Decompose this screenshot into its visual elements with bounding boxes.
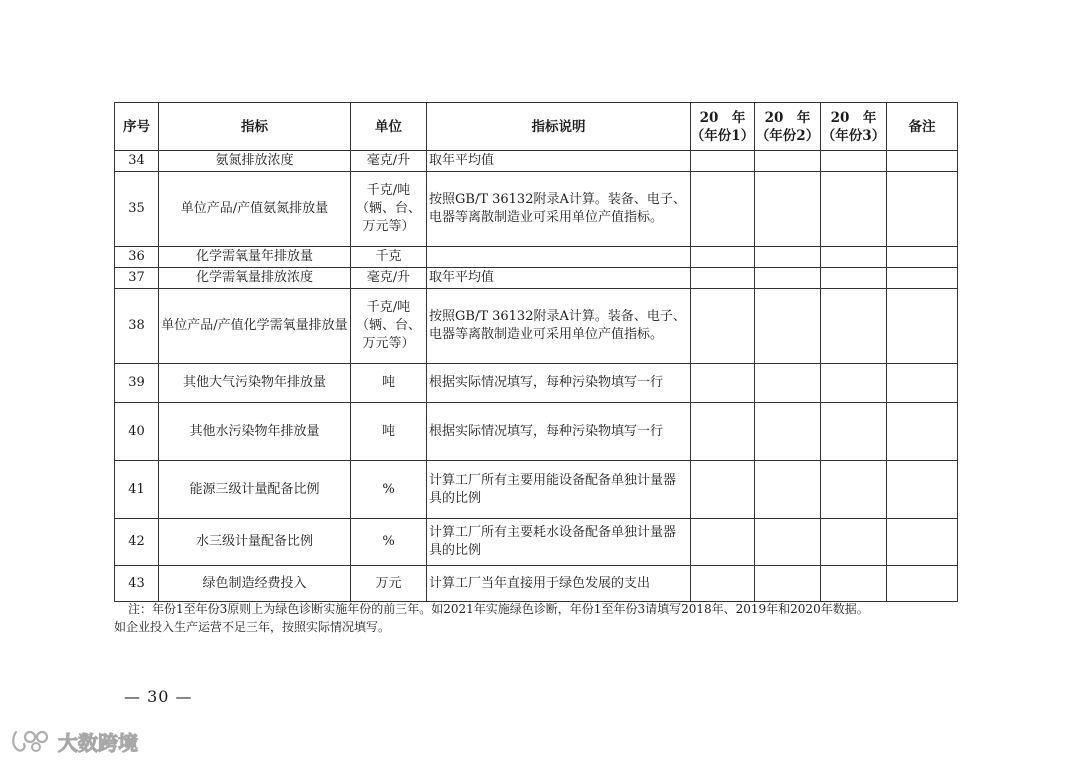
cell-year1 xyxy=(691,566,755,602)
footnote-line-2: 如企业投入生产运营不足三年，按照实际情况填写。 xyxy=(114,620,391,634)
table-row xyxy=(115,519,958,566)
cell-year1 xyxy=(691,364,755,403)
watermark xyxy=(10,726,138,756)
cell-desc: 按照GB/T 36132附录A计算。装备、电子、电器等离散制造业可采用单位产值指标。 xyxy=(427,289,691,364)
header-seq: 序号 xyxy=(115,103,159,151)
table-row xyxy=(115,151,958,172)
indicator-table xyxy=(114,102,958,602)
table-row xyxy=(115,403,958,461)
cell-seq: 37 xyxy=(115,268,159,289)
table-row xyxy=(115,289,958,364)
cell-indicator: 化学需氧量年排放量 xyxy=(159,247,351,268)
cell-unit: 千克 xyxy=(351,247,427,268)
cell-year3 xyxy=(821,364,887,403)
header-indicator: 指标 xyxy=(159,103,351,151)
cell-remark xyxy=(887,172,958,247)
cell-year2 xyxy=(755,289,821,364)
cell-year2 xyxy=(755,364,821,403)
header-year3-bottom: （年份3） xyxy=(821,127,886,144)
table-row xyxy=(115,461,958,519)
cell-remark xyxy=(887,289,958,364)
cell-unit: 吨 xyxy=(351,364,427,403)
cell-year3 xyxy=(821,519,887,566)
cell-remark xyxy=(887,461,958,519)
header-year3 xyxy=(821,103,887,151)
header-unit: 单位 xyxy=(351,103,427,151)
header-remark: 备注 xyxy=(887,103,958,151)
cell-remark xyxy=(887,403,958,461)
cell-desc xyxy=(427,247,691,268)
header-year1 xyxy=(691,103,755,151)
cell-year3 xyxy=(821,151,887,172)
cell-seq: 40 xyxy=(115,403,159,461)
cell-year1 xyxy=(691,247,755,268)
cell-indicator: 能源三级计量配备比例 xyxy=(159,461,351,519)
header-year2 xyxy=(755,103,821,151)
cell-desc: 取年平均值 xyxy=(427,268,691,289)
cell-unit: 毫克/升 xyxy=(351,268,427,289)
cell-seq: 34 xyxy=(115,151,159,172)
brand-logo-icon xyxy=(10,728,54,754)
cell-seq: 42 xyxy=(115,519,159,566)
cell-year2 xyxy=(755,268,821,289)
cell-unit: 毫克/升 xyxy=(351,151,427,172)
cell-year3 xyxy=(821,247,887,268)
header-year1-top: 20 年 xyxy=(699,109,746,126)
cell-unit: 万元 xyxy=(351,566,427,602)
footnote-line-1: 注：年份1至年份3原则上为绿色诊断实施年份的前三年。如2021年实施绿色诊断，年份1至年份3请填写2018年、2019年和2020年数据。 xyxy=(128,602,869,616)
page-number: — 30 — xyxy=(124,687,193,706)
cell-remark xyxy=(887,364,958,403)
cell-year3 xyxy=(821,289,887,364)
cell-year3 xyxy=(821,172,887,247)
cell-year1 xyxy=(691,519,755,566)
cell-unit: % xyxy=(351,461,427,519)
cell-seq: 43 xyxy=(115,566,159,602)
cell-year1 xyxy=(691,461,755,519)
cell-desc: 根据实际情况填写，每种污染物填写一行 xyxy=(427,403,691,461)
cell-year3 xyxy=(821,461,887,519)
cell-remark xyxy=(887,247,958,268)
cell-unit: 千克/吨（辆、台、万元等） xyxy=(351,172,427,247)
cell-year1 xyxy=(691,151,755,172)
cell-indicator: 绿色制造经费投入 xyxy=(159,566,351,602)
table-row xyxy=(115,364,958,403)
cell-year2 xyxy=(755,247,821,268)
cell-indicator: 其他大气污染物年排放量 xyxy=(159,364,351,403)
header-year3-top: 20 年 xyxy=(830,109,877,126)
cell-unit: % xyxy=(351,519,427,566)
cell-desc: 按照GB/T 36132附录A计算。装备、电子、电器等离散制造业可采用单位产值指标。 xyxy=(427,172,691,247)
cell-indicator: 其他水污染物年排放量 xyxy=(159,403,351,461)
cell-desc: 取年平均值 xyxy=(427,151,691,172)
cell-desc: 计算工厂当年直接用于绿色发展的支出 xyxy=(427,566,691,602)
cell-year1 xyxy=(691,172,755,247)
cell-indicator: 单位产品/产值氨氮排放量 xyxy=(159,172,351,247)
cell-year3 xyxy=(821,403,887,461)
cell-indicator: 化学需氧量排放浓度 xyxy=(159,268,351,289)
cell-seq: 41 xyxy=(115,461,159,519)
cell-year2 xyxy=(755,566,821,602)
watermark-text: 大数跨境 xyxy=(58,730,138,755)
cell-remark xyxy=(887,519,958,566)
cell-seq: 39 xyxy=(115,364,159,403)
cell-year2 xyxy=(755,461,821,519)
cell-year2 xyxy=(755,172,821,247)
cell-year3 xyxy=(821,268,887,289)
cell-indicator: 水三级计量配备比例 xyxy=(159,519,351,566)
cell-remark xyxy=(887,566,958,602)
cell-year2 xyxy=(755,519,821,566)
cell-desc: 计算工厂所有主要耗水设备配备单独计量器具的比例 xyxy=(427,519,691,566)
table-row xyxy=(115,268,958,289)
cell-year2 xyxy=(755,151,821,172)
cell-desc: 根据实际情况填写，每种污染物填写一行 xyxy=(427,364,691,403)
table-footnote xyxy=(114,600,968,636)
cell-year1 xyxy=(691,289,755,364)
cell-indicator: 单位产品/产值化学需氧量排放量 xyxy=(159,289,351,364)
table-header-row xyxy=(115,103,958,151)
table-row xyxy=(115,172,958,247)
cell-seq: 36 xyxy=(115,247,159,268)
header-year2-top: 20 年 xyxy=(764,109,811,126)
table-row xyxy=(115,247,958,268)
cell-seq: 38 xyxy=(115,289,159,364)
header-year1-bottom: （年份1） xyxy=(690,127,755,144)
cell-year3 xyxy=(821,566,887,602)
cell-year1 xyxy=(691,268,755,289)
cell-unit: 千克/吨（辆、台、万元等） xyxy=(351,289,427,364)
cell-desc: 计算工厂所有主要用能设备配备单独计量器具的比例 xyxy=(427,461,691,519)
cell-indicator: 氨氮排放浓度 xyxy=(159,151,351,172)
cell-remark xyxy=(887,151,958,172)
cell-unit: 吨 xyxy=(351,403,427,461)
cell-remark xyxy=(887,268,958,289)
cell-seq: 35 xyxy=(115,172,159,247)
cell-year1 xyxy=(691,403,755,461)
header-desc: 指标说明 xyxy=(427,103,691,151)
cell-year2 xyxy=(755,403,821,461)
table-row xyxy=(115,566,958,602)
header-year2-bottom: （年份2） xyxy=(755,127,820,144)
